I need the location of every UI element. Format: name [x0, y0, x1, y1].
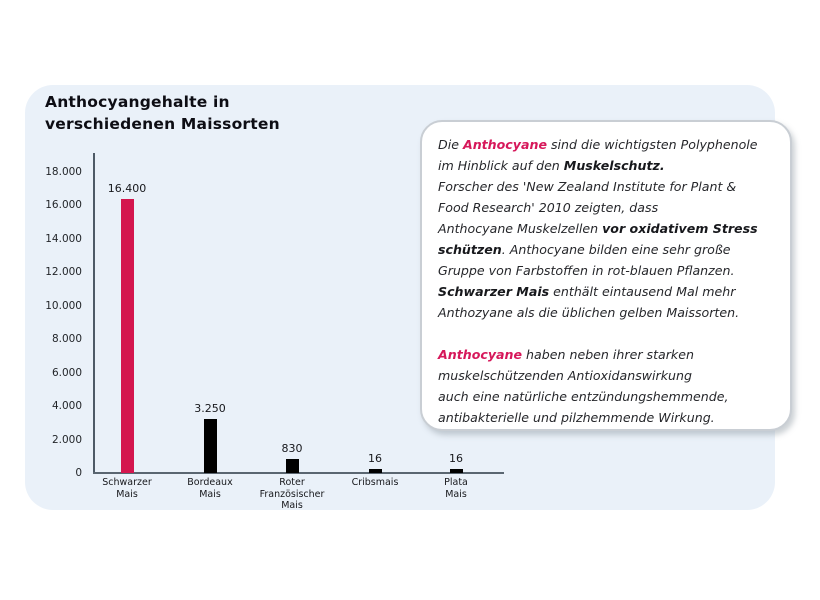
bar-value-label: 3.250 [194, 402, 226, 415]
note-line [438, 155, 772, 176]
text-segment: Forscher des 'New Zealand Institute for Plant & [438, 179, 737, 194]
note-line [438, 176, 772, 197]
note-box [420, 120, 792, 431]
text-segment: Food Research' 2010 zeigten, dass [438, 200, 659, 215]
y-tick-label: 12.000 [45, 266, 82, 279]
text-segment: Gruppe von Farbstoffen in rot-blauen Pflanzen. [438, 263, 735, 278]
bar-value-label: 830 [281, 442, 303, 455]
bar-value-label: 16 [368, 452, 382, 465]
x-category-label-line: Französischer [259, 488, 325, 500]
note-line [438, 365, 772, 386]
y-axis-line [93, 153, 95, 474]
note-paragraph [438, 134, 772, 323]
text-segment: Die [438, 137, 463, 152]
text-segment: sind die wichtigsten Polyphenole [546, 137, 758, 152]
accent-text-segment: Anthocyane [462, 137, 547, 152]
text-segment: im Hinblick auf den [438, 158, 564, 173]
text-segment: Schwarzer Mais [438, 284, 550, 299]
text-segment: muskelschützenden Antioxidanswirkung [438, 368, 692, 383]
x-category-label-line: Mais [281, 500, 303, 512]
x-category-label-line: Bordeaux [187, 477, 233, 488]
bar-bordeaux-mais [204, 419, 217, 473]
accent-text-segment: Anthocyane [438, 347, 523, 362]
y-tick-label: 10.000 [45, 299, 82, 312]
note-line [438, 197, 772, 218]
note-line [438, 386, 772, 407]
note-line [438, 281, 772, 302]
y-tick-label: 2.000 [51, 433, 82, 446]
text-segment: auch eine natürliche entzündungshemmende, [438, 389, 729, 404]
text-segment: . Anthocyane bilden eine sehr große [501, 242, 731, 257]
text-segment: schützen [438, 242, 502, 257]
note-line [438, 407, 772, 428]
bar-value-label: 16.400 [107, 182, 147, 195]
x-category-label [406, 477, 506, 500]
x-category-label-line: Cribsmais [351, 477, 399, 488]
bar-cribsmais [369, 469, 382, 473]
x-category-label-line: Mais [116, 488, 138, 500]
bar-schwarzer-mais [121, 199, 134, 473]
text-segment: Muskelschutz. [563, 158, 665, 173]
x-category-label-line: Mais [199, 488, 221, 500]
bar-plata-mais [450, 469, 463, 473]
text-segment: haben neben ihrer starken [522, 347, 694, 362]
note-line [438, 134, 772, 155]
note-line [438, 239, 772, 260]
note-line [438, 260, 772, 281]
note-line [438, 218, 772, 239]
bar-value-label: 16 [449, 452, 463, 465]
y-tick-label: 8.000 [51, 333, 82, 346]
bar-roter-franz-sischer-mais [286, 459, 299, 473]
chart-title-line2: verschiedenen Maissorten [45, 114, 280, 133]
y-tick-label: 18.000 [45, 166, 82, 178]
chart-title-line1: Anthocyangehalte in [45, 93, 230, 111]
text-segment: vor oxidativem Stress [602, 221, 758, 236]
x-category-label-line: Roter [279, 477, 305, 488]
x-category-label-line: Schwarzer [102, 477, 152, 488]
text-segment: enthält eintausend Mal mehr [549, 284, 736, 299]
y-tick-label: 0 [75, 467, 82, 479]
note-line [438, 344, 772, 365]
text-segment: Anthocyane Muskelzellen [438, 221, 603, 236]
x-category-label-line: Mais [445, 488, 467, 500]
note-paragraph [438, 344, 772, 428]
y-tick-label: 4.000 [51, 400, 82, 413]
text-segment: Anthozyane als die üblichen gelben Maissorten. [438, 305, 740, 320]
x-category-label-line: Plata [444, 477, 468, 488]
text-segment: antibakterielle und pilzhemmende Wirkung. [438, 410, 715, 425]
y-tick-label: 6.000 [51, 366, 82, 379]
note-line [438, 302, 772, 323]
y-tick-label: 14.000 [45, 232, 82, 245]
y-tick-label: 16.000 [45, 199, 82, 212]
x-axis-line [93, 472, 504, 474]
